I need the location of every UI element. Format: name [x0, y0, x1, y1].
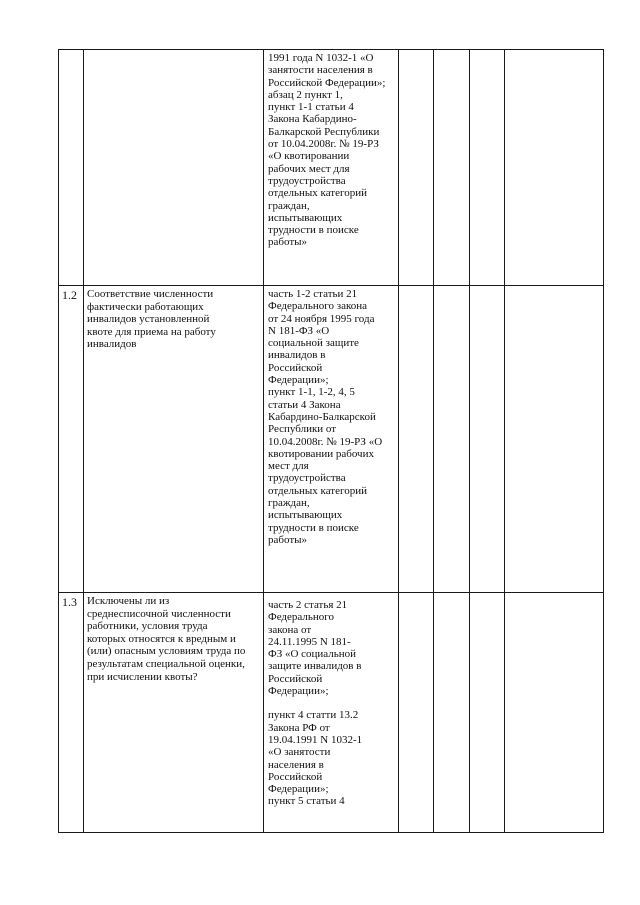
question-cell [84, 593, 264, 833]
reference-line: Федерации»; [268, 685, 329, 698]
reference-line: 24.11.1995 N 181- [268, 635, 351, 648]
question-line: Соответствие численности [87, 288, 214, 300]
reference-line: пункт 1-1, 1-2, 4, 5 [268, 386, 355, 399]
question-line: квоте для приема на работу [87, 325, 216, 338]
empty-cell [505, 50, 604, 286]
empty-cell [434, 286, 470, 593]
empty-cell [505, 286, 604, 593]
table-row [59, 593, 604, 833]
reference-line: населения в [268, 758, 324, 771]
reference-line: социальной защите [268, 337, 359, 350]
reference-line: от 10.04.2008г. № 19-РЗ [268, 138, 379, 151]
reference-line: мест для [268, 460, 309, 473]
reference-line: часть 1-2 статьи 21 [268, 288, 358, 300]
reference-line: граждан, [268, 497, 310, 510]
reference-line: Балкарской Республики [268, 125, 380, 138]
empty-cell [434, 50, 470, 286]
reference-line: Федерального [268, 611, 335, 624]
reference-line: ФЗ «О социальной [268, 648, 357, 661]
reference-line: 10.04.2008г. № 19-РЗ «О [268, 435, 383, 448]
reference-line: пункт 4 статти 13.2 [268, 709, 359, 722]
reference-line: инвалидов в [268, 349, 326, 362]
reference-line: от 24 ноября 1995 года [268, 312, 375, 325]
reference-line: пункт 1-1 статьи 4 [268, 101, 354, 114]
reference-line: Российской [268, 770, 323, 783]
table-row [59, 286, 604, 593]
reference-line: Федерации»; [268, 783, 329, 796]
row-number-cell: 1.2 [59, 286, 84, 593]
empty-cell [470, 286, 505, 593]
question-line: работники, условия труда [87, 620, 208, 633]
reference-line: 19.04.1991 N 1032-1 [268, 733, 363, 746]
reference-line: Федерального закона [268, 300, 368, 313]
empty-cell [470, 50, 505, 286]
reference-line: Федерации»; [268, 374, 329, 387]
reference-line: трудности в поиске [268, 224, 359, 237]
question-line: при исчислении квоты? [87, 670, 198, 683]
question-line: среднесписочной численности [87, 607, 231, 620]
reference-line: статьи 4 Закона [268, 398, 341, 411]
question-cell [84, 50, 264, 286]
reference-line: «О квотировании [268, 150, 350, 163]
reference-line: Российской [268, 361, 323, 374]
reference-line: трудоустройства [268, 472, 346, 485]
question-line: (или) опасным условиям труда по [87, 645, 246, 658]
row-number-cell: 1.3 [59, 593, 84, 833]
reference-line: Закона Кабардино- [268, 113, 357, 126]
reference-line: N 181-ФЗ «О [268, 324, 330, 337]
reference-line: Российской Федерации»; [268, 76, 386, 89]
reference-line: отдельных категорий [268, 187, 368, 200]
question-cell [84, 286, 264, 593]
question-line: Исключены ли из [87, 595, 170, 607]
reference-line: рабочих мест для [268, 162, 350, 175]
question-line: инвалидов установленной [87, 313, 210, 326]
reference-cell [264, 286, 399, 593]
reference-line: граждан, [268, 199, 310, 212]
reference-line: испытывающих [268, 211, 343, 224]
reference-cell [264, 50, 399, 286]
empty-cell [399, 593, 434, 833]
reference-line: отдельных категорий [268, 484, 368, 497]
reference-line: «О занятости [268, 746, 331, 759]
reference-line: квотировании рабочих [268, 447, 374, 460]
checklist-table [58, 49, 604, 833]
empty-cell [399, 286, 434, 593]
reference-line: трудности в поиске [268, 521, 359, 534]
table-row [59, 50, 604, 286]
reference-line: пункт 5 статьи 4 [268, 795, 345, 808]
reference-line: часть 2 статья 21 [268, 599, 348, 611]
empty-cell [434, 593, 470, 833]
reference-line: испытывающих [268, 509, 343, 522]
question-line: которых относятся к вредным и [87, 632, 236, 645]
reference-line: занятости населения в [268, 64, 373, 77]
question-line: инвалидов [87, 338, 137, 351]
reference-line: 1991 года N 1032-1 «О [268, 52, 374, 64]
row-number-cell [59, 50, 84, 286]
reference-line: Кабардино-Балкарской [268, 410, 376, 423]
empty-cell [505, 593, 604, 833]
empty-cell [470, 593, 505, 833]
reference-line: Республики от [268, 423, 337, 436]
reference-line: работы» [268, 533, 308, 546]
reference-line: абзац 2 пункт 1, [268, 88, 343, 101]
reference-cell [264, 593, 399, 833]
reference-line: Российской [268, 672, 323, 685]
empty-cell [399, 50, 434, 286]
reference-line: закона от [268, 623, 312, 636]
question-line: фактически работающих [87, 300, 204, 313]
question-line: результатам специальной оценки, [87, 657, 245, 670]
reference-line: работы» [268, 236, 308, 249]
reference-line: Закона РФ от [268, 721, 330, 734]
reference-line: защите инвалидов в [268, 660, 362, 673]
reference-line: трудоустройства [268, 174, 346, 187]
